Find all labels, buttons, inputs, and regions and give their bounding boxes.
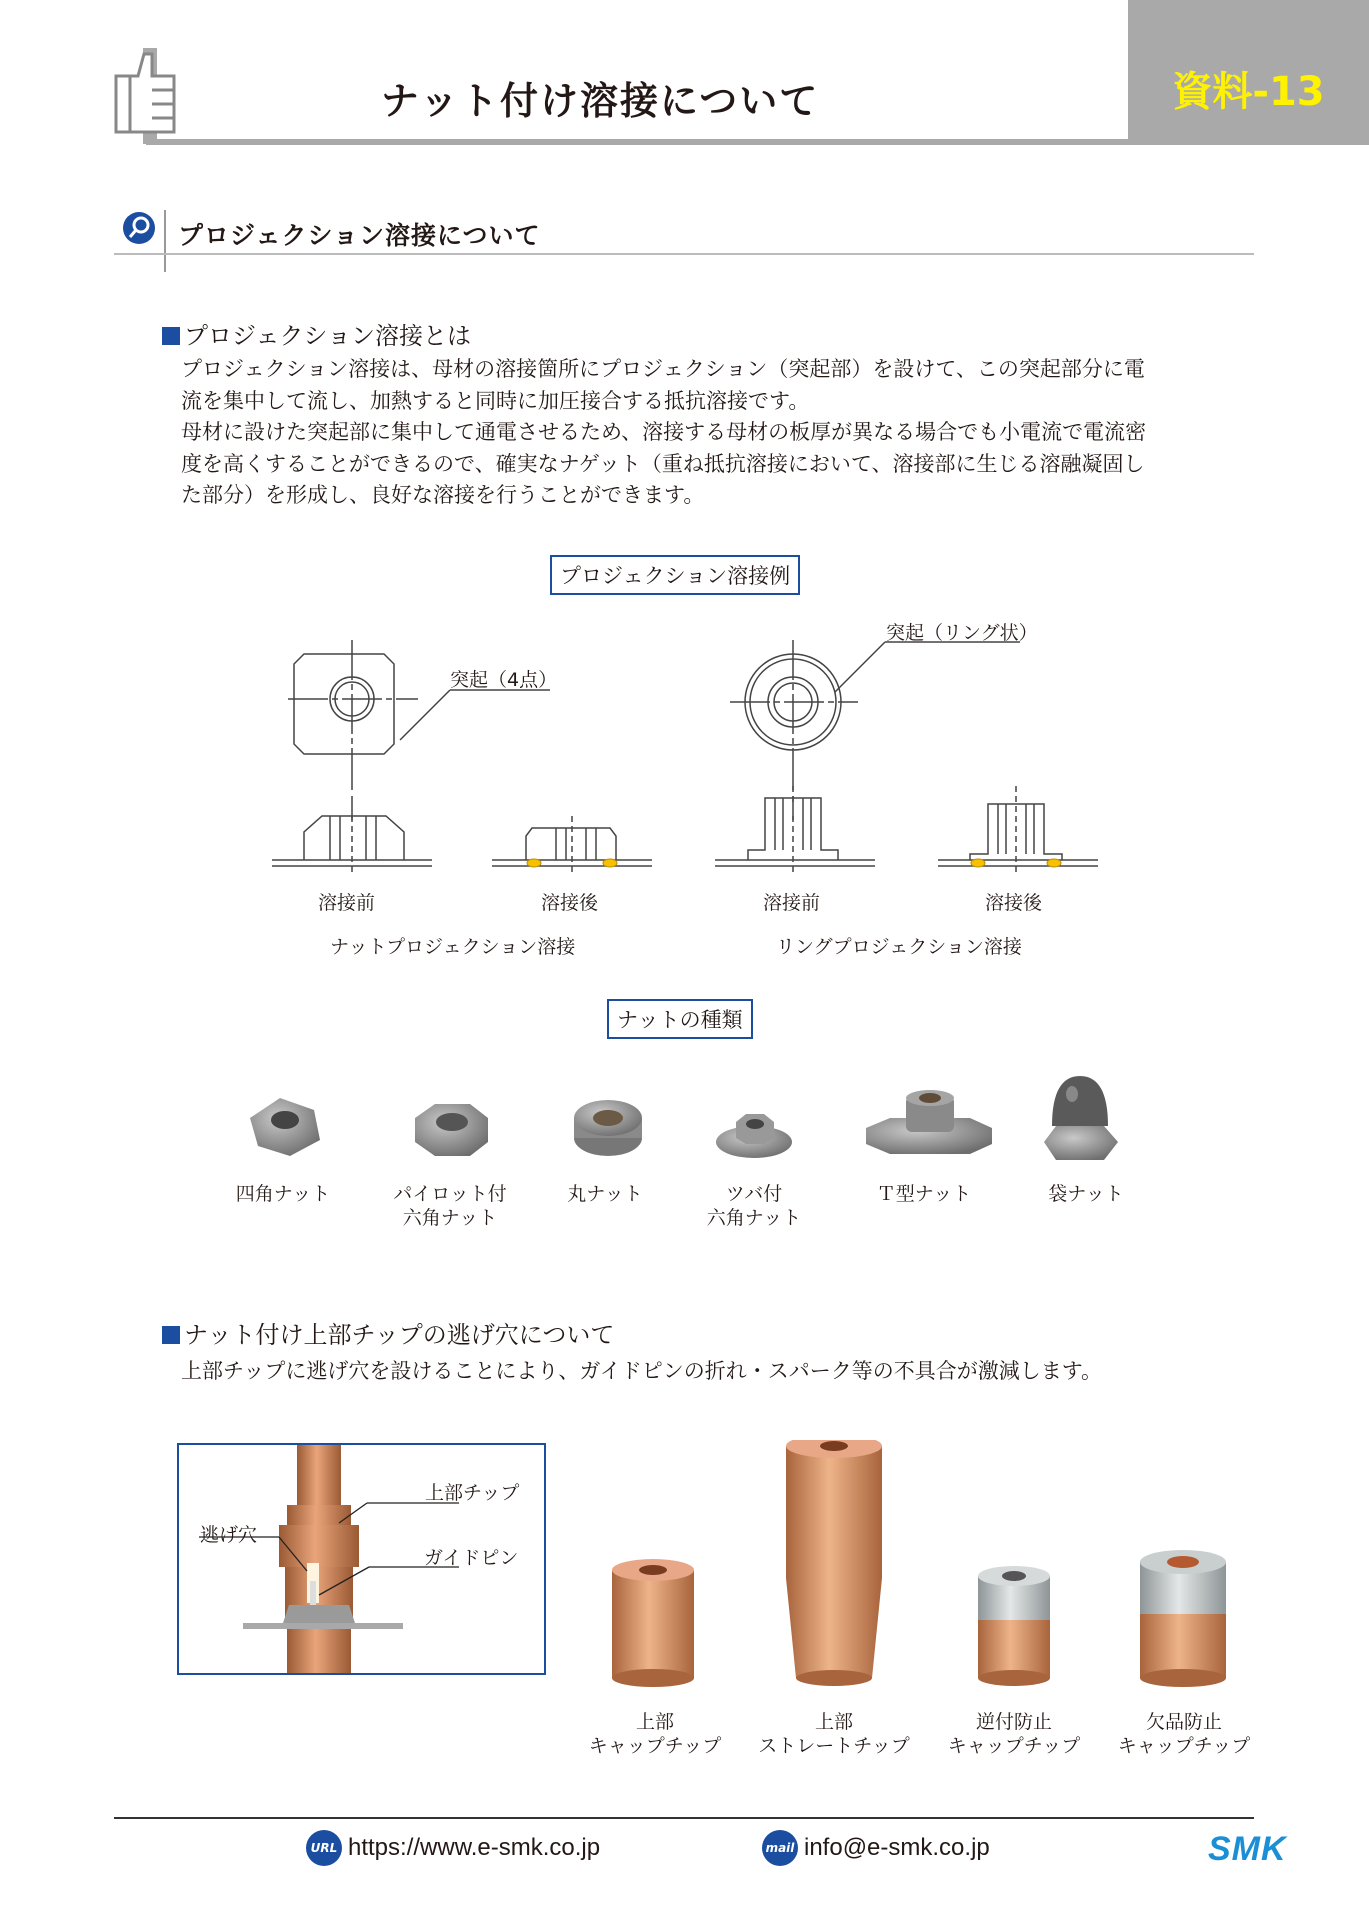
product-upper-cap-tip: 上部 キャップチップ xyxy=(588,1711,722,1757)
what-is-paragraph: プロジェクション溶接は、母材の溶接箇所にプロジェクション（突起部）を設けて、この突起部分に電 流を集中して流し、加熱すると同時に加圧接合する抵抗溶接です。 母材に設けた突起部に集中して通電させるため、溶接する母材の板厚が異なる場合でも小電流で電流密 度を高くすることができるので、確実なナゲット（重ね抵抗溶接において、溶接部に生じる溶融凝固し た部分）を形成し、良好な溶接を行うことができます。 xyxy=(181,357,1147,507)
pilot-hex-nut-photo xyxy=(415,1104,488,1156)
tip-heading: ナット付け上部チップの逃げ穴について xyxy=(162,1315,614,1350)
label-relief-hole: 逃げ穴 xyxy=(200,1524,258,1546)
header-rule xyxy=(146,139,1128,145)
email-link[interactable]: info@e-smk.co.jp xyxy=(804,1834,990,1861)
missing-part-prevention-cap-tip-photo xyxy=(1140,1550,1226,1687)
flange-hex-nut-photo xyxy=(716,1114,792,1158)
magnifier-icon xyxy=(122,211,156,245)
what-is-heading: プロジェクション溶接とは xyxy=(162,316,471,351)
nut-type-pilot-hex: パイロット付 六角ナット xyxy=(393,1183,507,1229)
nut-type-cap: 袋ナット xyxy=(1048,1183,1124,1205)
upper-straight-tip-photo xyxy=(786,1440,882,1686)
nut-type-t: Ｔ型ナット xyxy=(876,1183,972,1205)
label-before-weld-ring: 溶接前 xyxy=(763,892,821,914)
page-title: ナット付け溶接について xyxy=(380,79,820,123)
nut-types-box-label: ナットの種類 xyxy=(607,999,753,1039)
nut-type-round: 丸ナット xyxy=(567,1183,643,1205)
label-guide-pin: ガイドピン xyxy=(424,1547,519,1569)
label-upper-tip: 上部チップ xyxy=(425,1482,520,1504)
label-after-weld-ring: 溶接後 xyxy=(985,892,1043,914)
projection-weld-diagram xyxy=(260,610,1110,880)
section-divider xyxy=(164,210,166,272)
callout-four-point-projection: 突起（4点） xyxy=(450,669,558,691)
caption-nut-projection: ナットプロジェクション溶接 xyxy=(330,936,576,958)
product-upper-straight-tip: 上部 ストレートチップ xyxy=(758,1711,910,1757)
t-nut-photo xyxy=(866,1090,992,1154)
smk-logo: SMK xyxy=(1208,1830,1287,1868)
footer-rule xyxy=(114,1817,1254,1819)
caption-ring-projection: リングプロジェクション溶接 xyxy=(776,936,1022,958)
example-box-label: プロジェクション溶接例 xyxy=(550,555,800,595)
round-nut-photo xyxy=(574,1100,642,1156)
email-badge-icon: mail xyxy=(762,1830,798,1866)
label-after-weld-nut: 溶接後 xyxy=(541,892,599,914)
product-missing-part-prevention-cap-tip: 欠品防止 キャップチップ xyxy=(1117,1711,1251,1757)
url-badge-icon: URL xyxy=(306,1830,342,1866)
section-rule xyxy=(114,253,1254,255)
document-number: 資料-13 xyxy=(1172,69,1325,115)
label-before-weld-nut: 溶接前 xyxy=(318,892,376,914)
product-reverse-prevention-cap-tip: 逆付防止 キャップチップ xyxy=(947,1711,1081,1757)
cap-nut-photo xyxy=(1044,1076,1118,1160)
section-title: プロジェクション溶接について xyxy=(178,221,541,250)
square-nut-photo xyxy=(250,1098,320,1156)
nut-type-square: 四角ナット xyxy=(235,1183,331,1205)
nut-photos xyxy=(230,1060,1150,1170)
tip-text: 上部チップに逃げ穴を設けることにより、ガイドピンの折れ・スパーク等の不具合が激減します。 xyxy=(181,1359,1103,1383)
callout-ring-projection: 突起（リング状） xyxy=(886,622,1038,644)
reverse-prevention-cap-tip-photo xyxy=(978,1566,1050,1686)
tip-product-photos xyxy=(600,1440,1240,1700)
upper-cap-tip-photo xyxy=(612,1559,694,1687)
nut-type-flange-hex: ツバ付 六角ナット xyxy=(706,1183,802,1229)
website-link[interactable]: https://www.e-smk.co.jp xyxy=(348,1834,601,1861)
